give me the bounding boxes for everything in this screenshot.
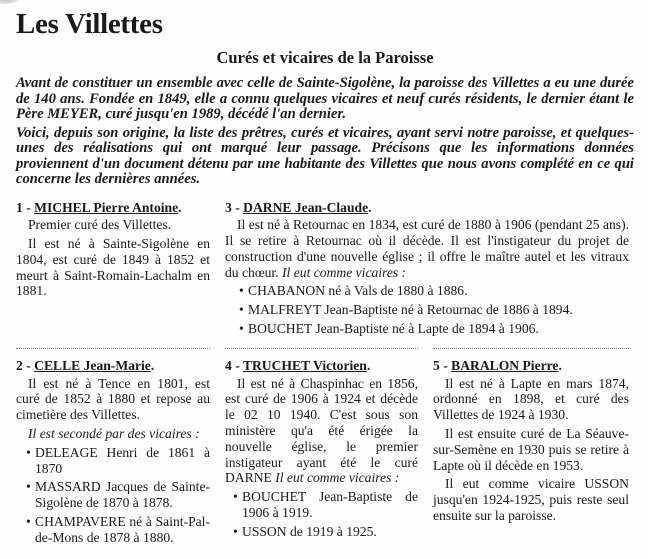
vicaires-intro: Il est secondé par des vicaires : bbox=[28, 426, 200, 442]
entry-heading bbox=[16, 358, 210, 374]
page-title: Les Villettes bbox=[16, 8, 163, 40]
vicaire-text: CHAMPAVERE né à Saint-Pal-de-Mons de 1878 à 1880. bbox=[35, 514, 210, 545]
entry-heading bbox=[225, 358, 418, 374]
intro-paragraph-2: Voici, depuis son origine, la liste des prêtres, curés et vicaires, ayant servi notre paroisse, et quelques-unes des réalisations qui ont marqué leur passage. Précisons que les informations données proviennent d'un document détenu par une habitante des Villettes que nous avons complété en ce qui concerne les dernières années. bbox=[16, 124, 634, 187]
vicaires-list bbox=[16, 445, 210, 546]
entry-1 bbox=[16, 200, 210, 340]
entry-paragraph-text: Il est né à Retournac en 1834, est curé de 1880 à 1906 (pendant 25 ans). Il se retire à Retournac où il décède. Il est l'instigateur du projet de construction d'une nouvelle église ; il offre le maître autel et les vitraux du chœur. bbox=[225, 217, 629, 280]
bullet-icon: • bbox=[26, 514, 31, 530]
vicaire-text: BOUCHET Jean-Baptiste de 1906 à 1919. bbox=[242, 489, 418, 521]
bullet-icon: • bbox=[239, 283, 244, 299]
entries-grid bbox=[16, 200, 634, 549]
entry-name: MICHEL Pierre Antoine bbox=[34, 199, 179, 215]
heading-period: . bbox=[178, 199, 182, 215]
separator bbox=[16, 348, 210, 349]
vicaire-text: BOUCHET Jean-Baptiste né à Lapte de 1894 à 1906. bbox=[248, 321, 539, 337]
entry-number: 5 - bbox=[433, 357, 452, 373]
heading-period: . bbox=[366, 357, 371, 373]
entry-paragraph bbox=[225, 376, 418, 487]
vicaires-intro: Il eut comme vicaires : bbox=[275, 470, 400, 486]
vicaire-text: DELEAGE Henri de 1861 à 1870 bbox=[35, 444, 210, 476]
separator bbox=[225, 348, 418, 349]
entry-name: CELLE Jean-Marie bbox=[34, 357, 151, 373]
bullet-icon: • bbox=[26, 444, 31, 460]
vicaires-list bbox=[225, 283, 629, 336]
entry-2 bbox=[16, 358, 210, 549]
vicaire-text: MASSARD Jacques de Sainte-Sigolène de 1870 à 1878. bbox=[35, 479, 210, 511]
entry-paragraph bbox=[225, 217, 629, 280]
heading-period: . bbox=[368, 199, 372, 215]
entry-name: DARNE Jean-Claude bbox=[243, 199, 369, 215]
vicaire-item bbox=[239, 321, 629, 337]
vicaire-text: MALFREYT Jean-Baptiste né à Retournac de 1886 à 1894. bbox=[248, 302, 573, 318]
vicaire-item bbox=[26, 479, 210, 511]
entry-paragraph: Il est ensuite curé de La Séauve-sur-Semène en 1930 puis se retire à Lapte où il décède en 1953. bbox=[433, 426, 629, 473]
bullet-icon: • bbox=[26, 479, 31, 495]
entry-3 bbox=[225, 200, 629, 340]
entry-paragraph: Il est né à Lapte en mars 1874, ordonné en 1898, et curé des Villettes de 1924 à 1930. bbox=[433, 375, 629, 423]
vicaire-item bbox=[26, 445, 210, 477]
entry-4 bbox=[225, 358, 418, 543]
bullet-icon: • bbox=[233, 523, 238, 539]
vicaire-text: USSON de 1919 à 1925. bbox=[242, 523, 377, 539]
intro-paragraph-1: Avant de constituer un ensemble avec celle de Sainte-Sigolène, la paroisse des Villettes a eu une durée de 140 ans. Fondée en 1849, elle a connu quelques vicaires et neuf curés résidents, le dernier étant le Père MEYER, curé jusqu'en 1989, décédé l'an dernier. bbox=[16, 75, 634, 122]
entry-paragraph: Il est né à Sainte-Sigolène en 1804, est curé de 1849 à 1852 et meurt à Saint-Romain-Lachalm en 1881. bbox=[16, 236, 210, 299]
separator bbox=[433, 348, 629, 349]
entry-paragraph: Premier curé des Villettes. bbox=[28, 217, 172, 233]
entry-number: 3 - bbox=[225, 199, 244, 215]
entry-paragraph: Il est né à Tence en 1801, est curé de 1852 à 1880 et repose au cimetière des Villettes. bbox=[16, 375, 210, 423]
entry-name: TRUCHET Victorien bbox=[242, 357, 367, 373]
entry-heading bbox=[225, 200, 629, 216]
vicaire-item bbox=[239, 283, 629, 299]
entry-number: 4 - bbox=[225, 357, 243, 373]
bullet-icon: • bbox=[233, 489, 238, 505]
entry-heading bbox=[433, 358, 629, 374]
entry-number: 1 - bbox=[16, 199, 35, 215]
vicaires-intro: Il eut comme vicaires : bbox=[282, 264, 407, 280]
entry-paragraph: Il eut comme vicaire USSON jusqu'en 1924-1925, puis reste seul ensuite sur la paroisse. bbox=[433, 476, 629, 524]
entry-name: BARALON Pierre bbox=[451, 357, 559, 373]
vicaire-item bbox=[26, 514, 210, 546]
heading-period: . bbox=[150, 357, 155, 373]
vicaire-item bbox=[233, 524, 418, 540]
vicaires-list bbox=[225, 489, 418, 539]
vicaire-text: CHABANON né à Vals de 1880 à 1886. bbox=[248, 283, 468, 299]
entry-number: 2 - bbox=[16, 357, 35, 373]
entry-paragraph-text: Il est né à Chaspinhac en 1856, est curé de 1906 à 1924 et décède le 02 10 1940. C'est sous son ministère qu'a été érigée la nouvelle église, le premier instigateur ayant été le curé DARNE bbox=[225, 375, 418, 486]
heading-period: . bbox=[558, 357, 562, 373]
bullet-icon: • bbox=[239, 321, 244, 337]
vicaire-item bbox=[233, 489, 418, 521]
vicaire-item bbox=[239, 302, 629, 318]
entry-heading bbox=[16, 200, 210, 216]
entry-5 bbox=[433, 358, 629, 543]
bullet-icon: • bbox=[239, 302, 244, 318]
page-subtitle: Curés et vicaires de la Paroisse bbox=[216, 48, 434, 67]
